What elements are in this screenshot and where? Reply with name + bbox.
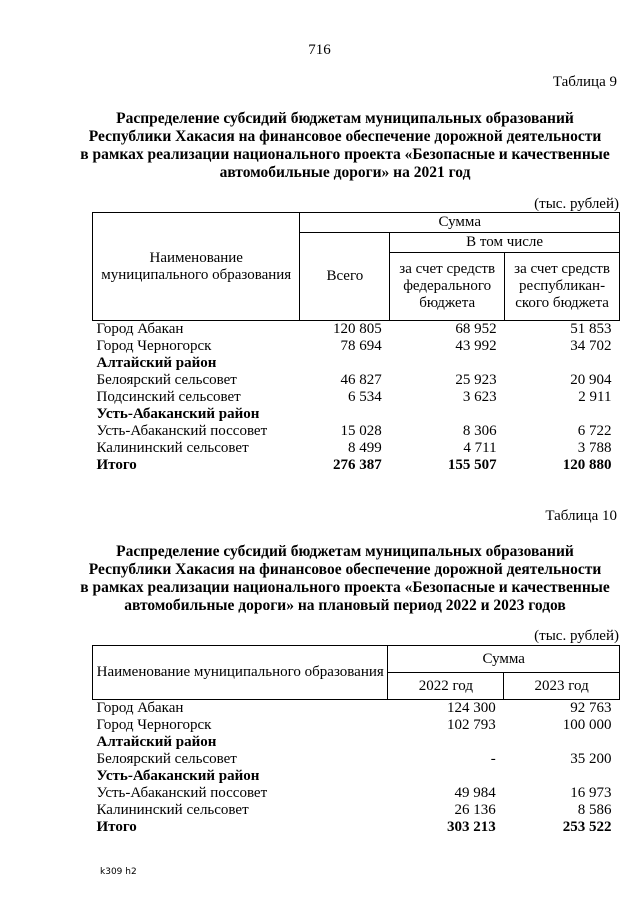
cell-federal: 8 306 bbox=[462, 423, 497, 439]
cell-y2022: 102 793 bbox=[446, 717, 496, 733]
col-header-2023: 2023 год bbox=[504, 673, 620, 700]
cell-y2023 bbox=[504, 768, 620, 785]
cell-republic: 20 904 bbox=[570, 372, 612, 388]
col-header-sum: Сумма bbox=[300, 213, 620, 233]
table-row bbox=[93, 785, 620, 802]
row-name: Итого bbox=[96, 819, 137, 835]
cell-total: 276 387 bbox=[332, 457, 382, 473]
row-name: Калининский сельсовет bbox=[96, 802, 249, 818]
row-name: Усть-Абаканский поссовет bbox=[96, 785, 268, 801]
group-row bbox=[93, 734, 620, 751]
cell-y2022: 26 136 bbox=[454, 802, 496, 818]
cell-federal: 25 923 bbox=[455, 372, 497, 388]
table10-units: (тыс. рублей) bbox=[534, 628, 619, 644]
page-number: 716 bbox=[308, 42, 331, 58]
cell-y2022 bbox=[388, 734, 504, 751]
cell-federal: 4 711 bbox=[463, 440, 497, 456]
row-name: Алтайский район bbox=[96, 734, 217, 750]
cell-y2023: 100 000 bbox=[562, 717, 612, 733]
col-header-total: Всего bbox=[300, 233, 390, 321]
title-line: автомобильные дороги» на плановый период 2022 и 2023 годов bbox=[124, 597, 566, 614]
title-line: в рамках реализации национального проекта «Безопасные и качественные bbox=[80, 146, 610, 163]
cell-y2023: 253 522 bbox=[562, 819, 612, 835]
cell-federal: 43 992 bbox=[455, 338, 497, 354]
table9-units: (тыс. рублей) bbox=[534, 196, 619, 212]
cell-total: 46 827 bbox=[340, 372, 382, 388]
cell-federal: 68 952 bbox=[455, 321, 497, 337]
row-name: Подсинский сельсовет bbox=[96, 389, 241, 405]
cell-y2023: 92 763 bbox=[570, 700, 612, 716]
cell-republic: 34 702 bbox=[570, 338, 612, 354]
row-name: Алтайский район bbox=[96, 355, 217, 371]
title-line: Распределение субсидий бюджетам муниципальных образований bbox=[116, 110, 574, 127]
table-row bbox=[93, 717, 620, 734]
table10 bbox=[92, 645, 620, 836]
cell-y2022: 49 984 bbox=[454, 785, 496, 801]
table10-body bbox=[93, 700, 620, 837]
table-row bbox=[93, 338, 620, 355]
cell-total: 6 534 bbox=[347, 389, 382, 405]
row-name: Город Черногорск bbox=[96, 717, 212, 733]
table10-title bbox=[40, 543, 639, 615]
row-name: Белоярский сельсовет bbox=[96, 372, 237, 388]
cell-republic: 6 722 bbox=[577, 423, 612, 439]
cell-total: 8 499 bbox=[347, 440, 382, 456]
col-header-name: Наименование муниципального образования bbox=[93, 646, 388, 700]
cell-total bbox=[300, 406, 390, 423]
cell-federal: 3 623 bbox=[462, 389, 497, 405]
table-row bbox=[93, 751, 620, 768]
cell-y2022: 124 300 bbox=[446, 700, 496, 716]
cell-y2022 bbox=[388, 768, 504, 785]
row-name: Город Черногорск bbox=[96, 338, 212, 354]
row-name: Калининский сельсовет bbox=[96, 440, 249, 456]
total-row bbox=[93, 819, 620, 836]
table-row bbox=[93, 321, 620, 339]
cell-republic: 120 880 bbox=[562, 457, 612, 473]
cell-y2023: 8 586 bbox=[577, 802, 612, 818]
cell-total bbox=[300, 355, 390, 372]
cell-y2023: 35 200 bbox=[570, 751, 612, 767]
cell-y2022: - bbox=[490, 751, 496, 767]
row-name: Усть-Абаканский поссовет bbox=[96, 423, 268, 439]
table-row bbox=[93, 700, 620, 718]
row-name: Белоярский сельсовет bbox=[96, 751, 237, 767]
col-header-federal: за счет средств федерального бюджета bbox=[390, 253, 505, 321]
cell-total: 15 028 bbox=[340, 423, 382, 439]
title-line: Республики Хакасия на финансовое обеспечение дорожной деятельности bbox=[88, 561, 602, 578]
cell-total: 78 694 bbox=[340, 338, 382, 354]
table-row bbox=[93, 423, 620, 440]
row-name: Город Абакан bbox=[96, 700, 184, 716]
group-row bbox=[93, 768, 620, 785]
table9-label: Таблица 9 bbox=[552, 74, 617, 90]
cell-republic bbox=[505, 355, 620, 372]
title-line: Республики Хакасия на финансовое обеспечение дорожной деятельности bbox=[88, 128, 602, 145]
footer-code: k309 h2 bbox=[100, 867, 137, 877]
cell-total: 120 805 bbox=[332, 321, 382, 337]
row-name: Итого bbox=[96, 457, 137, 473]
title-line: автомобильные дороги» на 2021 год bbox=[219, 164, 471, 181]
total-row bbox=[93, 457, 620, 474]
table-row bbox=[93, 802, 620, 819]
group-row bbox=[93, 406, 620, 423]
cell-federal bbox=[390, 355, 505, 372]
cell-republic: 3 788 bbox=[577, 440, 612, 456]
col-header-name: Наименование муниципального образования bbox=[93, 213, 300, 321]
row-name: Город Абакан bbox=[96, 321, 184, 337]
col-header-sum: Сумма bbox=[388, 646, 620, 673]
table9 bbox=[92, 212, 620, 474]
group-row bbox=[93, 355, 620, 372]
col-header-2022: 2022 год bbox=[388, 673, 504, 700]
cell-republic bbox=[505, 406, 620, 423]
cell-federal: 155 507 bbox=[447, 457, 497, 473]
cell-republic: 2 911 bbox=[578, 389, 612, 405]
cell-federal bbox=[390, 406, 505, 423]
cell-y2022: 303 213 bbox=[446, 819, 496, 835]
row-name: Усть-Абаканский район bbox=[96, 406, 260, 422]
table-row bbox=[93, 372, 620, 389]
col-header-in-that: В том числе bbox=[390, 233, 620, 253]
table10-label: Таблица 10 bbox=[545, 508, 617, 524]
title-line: в рамках реализации национального проекта «Безопасные и качественные bbox=[80, 579, 610, 596]
cell-republic: 51 853 bbox=[570, 321, 612, 337]
col-header-republic: за счет средств республикан-ского бюджета bbox=[505, 253, 620, 321]
table-row bbox=[93, 389, 620, 406]
table9-title bbox=[40, 110, 639, 182]
title-line: Распределение субсидий бюджетам муниципальных образований bbox=[116, 543, 574, 560]
cell-y2023 bbox=[504, 734, 620, 751]
table-row bbox=[93, 440, 620, 457]
cell-y2023: 16 973 bbox=[570, 785, 612, 801]
row-name: Усть-Абаканский район bbox=[96, 768, 260, 784]
table9-body bbox=[93, 321, 620, 475]
